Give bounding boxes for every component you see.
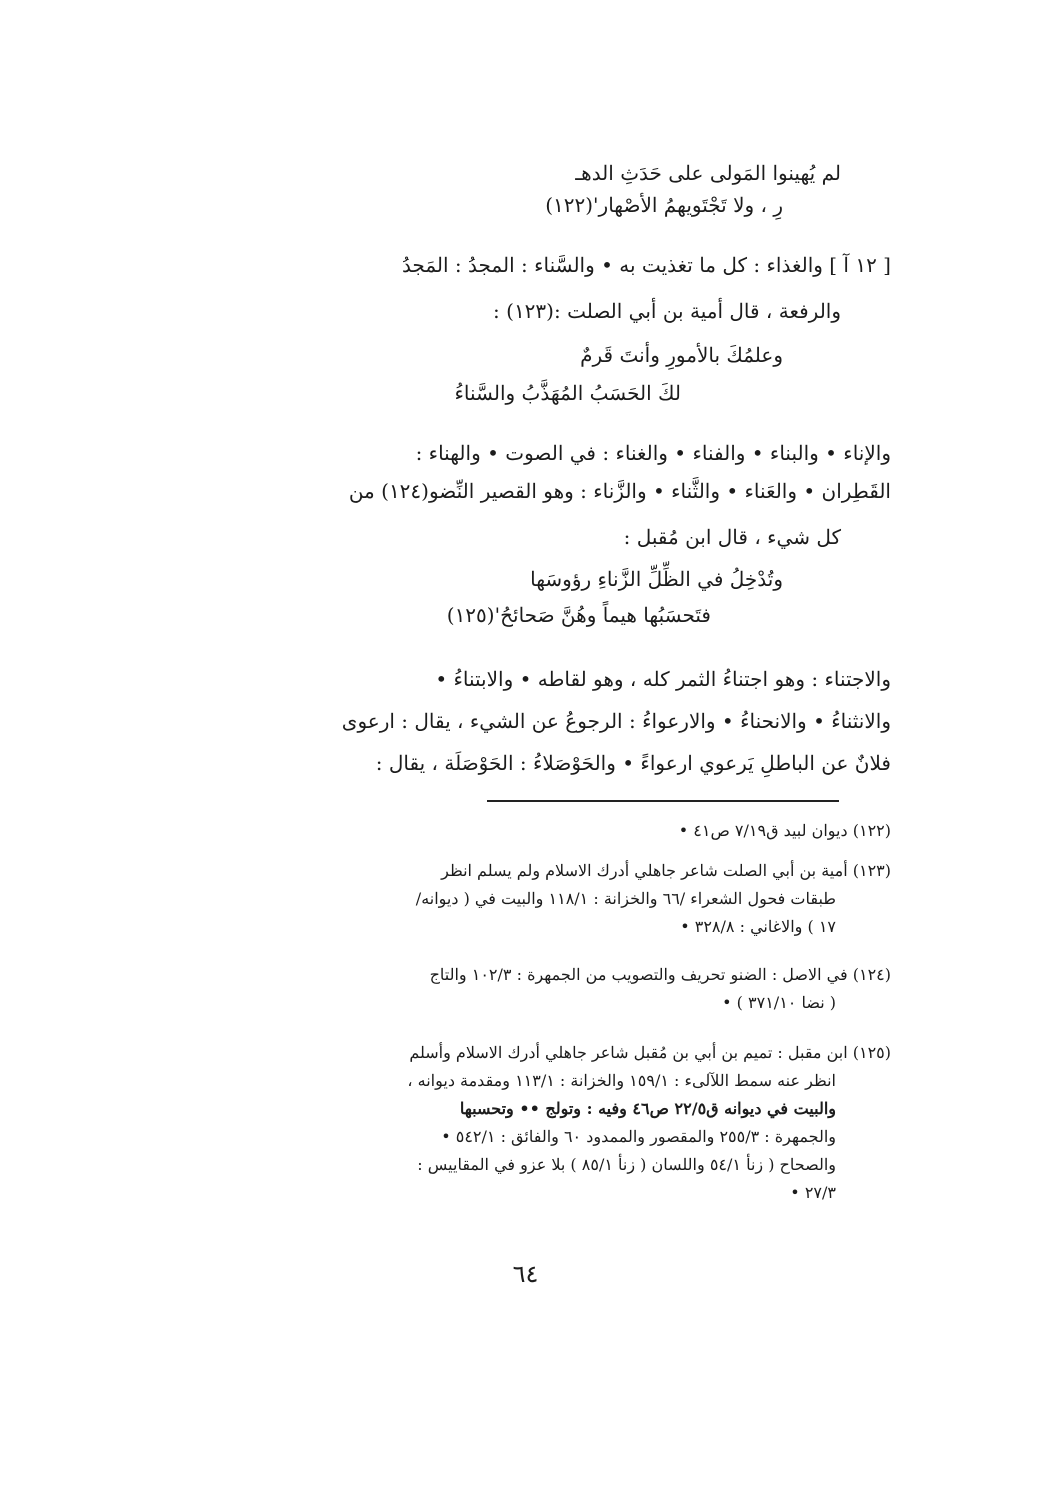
verse3-line1: وتُدْخِلُ في الظِّلِّ الزَّناءِ رؤوسَها <box>530 567 783 591</box>
para2-line3: كل شيء ، قال ابن مُقبل : <box>623 525 841 549</box>
footnote-124-line1: (١٢٤) في الاصل : الضنو تحريف والتصويب من الجمهرة : ١٠٢/٣ والتاج <box>429 965 891 984</box>
verse2-line1: وعلمُكَ بالأمورِ وأنتَ قَرمٌ <box>580 343 783 367</box>
verse2-line2: لكَ الحَسَبُ المُهَذَّبُ والسَّناءُ <box>454 381 681 405</box>
footnote-125-line5: والصحاح ( زنأ ٥٤/١ واللسان ( زنأ ٨٥/١ ) بلا عزو في المقاييس : <box>417 1155 836 1174</box>
para2-line1: والإناء • والبناء • والفناء • والغناء : في الصوت • والهناء : <box>415 441 891 465</box>
footnote-125-line4: والجمهرة : ٢٥٥/٣ والمقصور والممدود ٦٠ والفائق : ٥٤٢/١ • <box>441 1127 836 1146</box>
para3-line2: والانثناءُ • والانحناءُ • والارعواءُ : الرجوعُ عن الشيء ، يقال : ارعوى <box>341 709 891 733</box>
verse1-line1: لم يُهينوا المَولى على حَدَثِ الدهـ <box>575 161 841 185</box>
verse3-line2: فتَحسَبُها هيماً وهُنَّ صَحائحُ'(١٢٥) <box>446 603 711 627</box>
footnote-125-line2: انظر عنه سمط اللآلىء : ١٥٩/١ والخزانة : ١١٣/١ ومقدمة ديوانه ، <box>407 1071 836 1090</box>
para1-line2: والرفعة ، قال أمية بن أبي الصلت :(١٢٣) : <box>493 299 841 323</box>
footnote-123-line2: طبقات فحول الشعراء /٦٦ والخزانة : ١١٨/١ والبيت في ( ديوانه/ <box>415 889 836 908</box>
para1-line1: [ ١٢ آ ] والغذاء : كل ما تغذيت به • والسَّناء : المجدُ : المَجدُ <box>401 253 891 277</box>
footnote-122: (١٢٢) ديوان لبيد ق٧/١٩ ص٤١ • <box>678 821 891 840</box>
footnote-125-line1: (١٢٥) ابن مقبل : تميم بن أبي بن مُقبل شاعر جاهلي أدرك الاسلام وأسلم <box>409 1043 891 1062</box>
para2-line2: القَطِران • والعَناء • والثَّناء • والزَّناء : وهو القصير النِّضو(١٢٤) من <box>348 479 891 503</box>
footnote-123-line3: ١٧ ) والاغاني : ٣٢٨/٨ • <box>680 917 836 936</box>
para3-line3: فلانٌ عن الباطلِ يَرعوي ارعواءً • والحَوْصَلاءُ : الحَوْصَلَة ، يقال : <box>375 751 891 775</box>
footnote-125-line3: والبيت في ديوانه ق٢٢/٥ ص٤٦ وفيه : وتولج •• وتحسبها <box>459 1099 836 1118</box>
footnote-124-line2: ( نضا ٣٧١/١٠ ) • <box>722 993 836 1012</box>
footnote-125-line6: ٢٧/٣ • <box>790 1183 836 1202</box>
verse1-line2: رِ ، ولا تَجْتَويهمُ الأصْهار'(١٢٢) <box>545 193 783 217</box>
footnote-123-line1: (١٢٣) أمية بن أبي الصلت شاعر جاهلي أدرك الاسلام ولم يسلم انظر <box>441 861 891 880</box>
page-number: ٦٤ <box>512 1260 539 1288</box>
footnote-separator <box>487 800 839 802</box>
para3-line1: والاجتناء : وهو اجتناءُ الثمر كله ، وهو لقاطه • والابتناءُ • <box>435 667 891 691</box>
